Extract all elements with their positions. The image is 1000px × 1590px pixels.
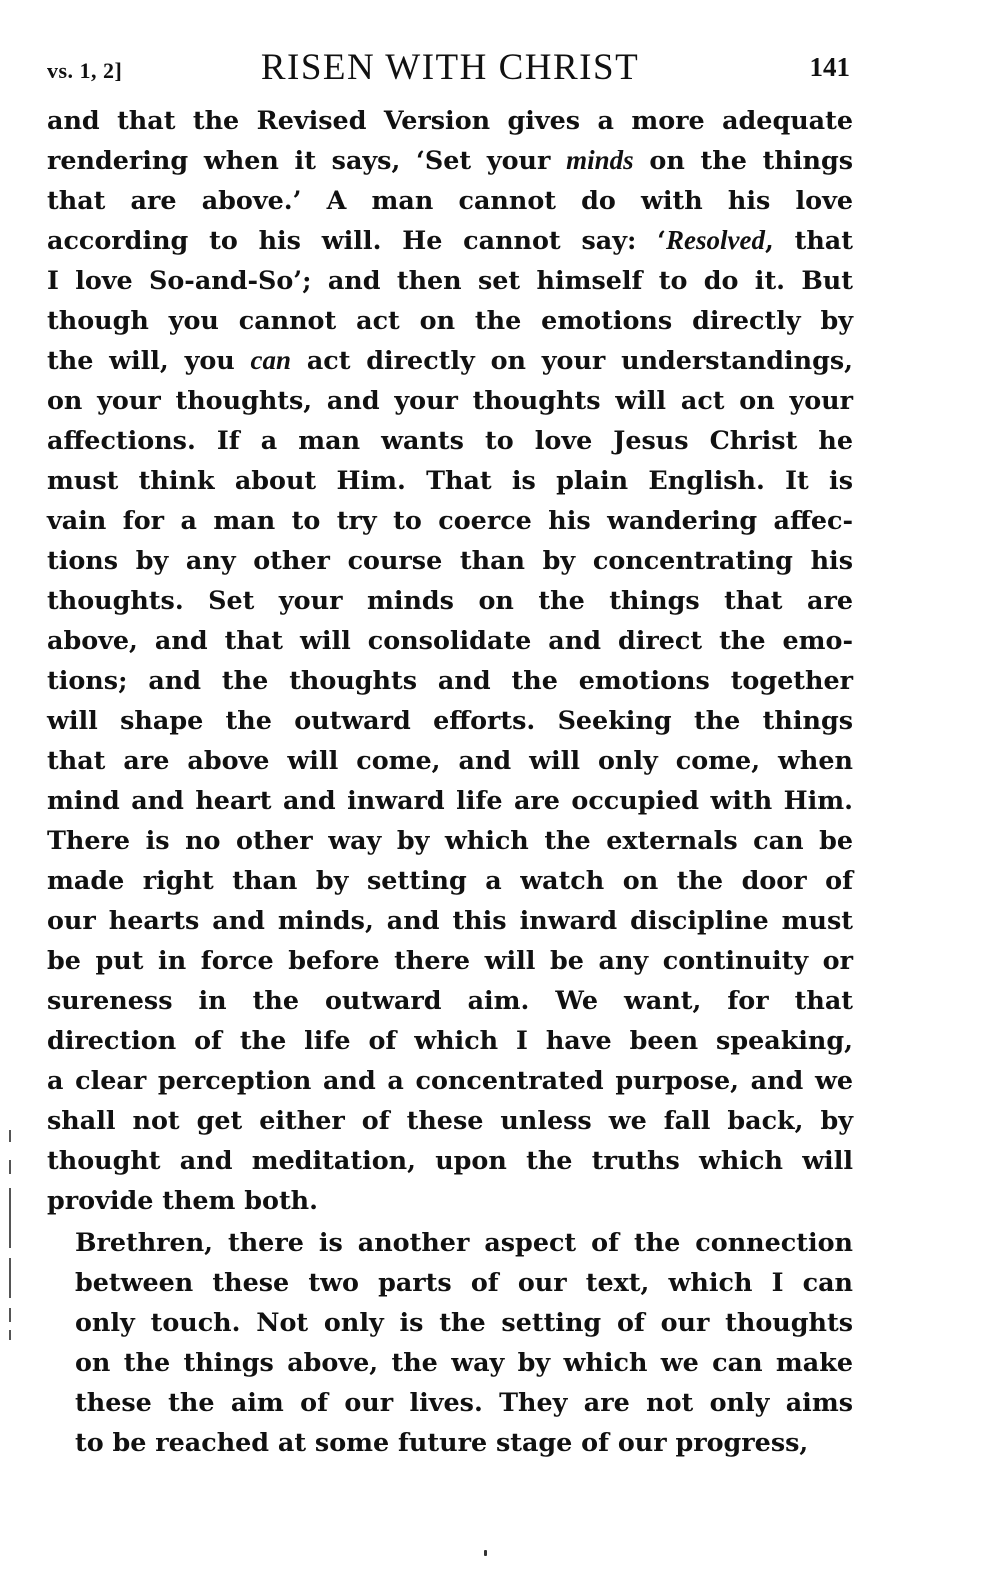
book-page — [47, 40, 853, 1462]
text-line — [47, 260, 853, 300]
text-line — [47, 580, 853, 620]
text-run: , that — [764, 225, 853, 255]
text-line — [47, 1140, 853, 1180]
text-line — [47, 1382, 853, 1422]
text-run: made right than by setting a watch on the door of — [47, 865, 853, 895]
text-run: rendering when it says, ‘Set your — [47, 145, 567, 175]
text-line — [47, 780, 853, 820]
text-run: direction of the life of which I have been speaking, — [47, 1025, 853, 1055]
text-run: on the things — [633, 145, 853, 175]
running-head — [47, 40, 853, 100]
text-line — [47, 620, 853, 660]
text-line — [47, 1020, 853, 1060]
text-line — [47, 140, 853, 180]
text-run: our hearts and minds, and this inward discipline must — [47, 905, 853, 935]
text-run: to be reached at some future stage of our progress, — [75, 1427, 809, 1457]
text-run: I love So-and-So’; and then set himself to do it. But — [47, 265, 853, 295]
text-line — [47, 1222, 853, 1262]
text-run: Brethren, there is another aspect of the connection — [75, 1227, 853, 1257]
italic-word: Resolved — [665, 225, 765, 255]
text-run: tions by any other course than by concentrating his — [47, 545, 853, 575]
text-run: thought and meditation, upon the truths which will — [47, 1145, 853, 1175]
text-run: sureness in the outward aim. We want, for that — [47, 985, 853, 1015]
text-line — [47, 1060, 853, 1100]
text-line — [47, 420, 853, 460]
text-line — [47, 940, 853, 980]
paragraph — [47, 100, 853, 1220]
text-run: tions; and the thoughts and the emotions together — [47, 665, 853, 695]
text-line — [47, 180, 853, 220]
text-line — [47, 540, 853, 580]
text-run: be put in force before there will be any continuity or — [47, 945, 853, 975]
text-run: that are above will come, and will only come, when — [47, 745, 853, 775]
text-run: these the aim of our lives. They are not only aims — [75, 1387, 853, 1417]
text-line — [47, 500, 853, 540]
text-line — [47, 740, 853, 780]
text-run: on the things above, the way by which we can make — [75, 1347, 853, 1377]
text-line — [47, 660, 853, 700]
text-line — [47, 1262, 853, 1302]
text-line — [47, 900, 853, 940]
text-line — [47, 700, 853, 740]
text-line — [47, 1302, 853, 1342]
text-run: according to his will. He cannot say: ‘ — [47, 225, 666, 255]
text-line — [47, 300, 853, 340]
text-run: between these two parts of our text, which I can — [75, 1267, 853, 1297]
text-line — [47, 860, 853, 900]
text-run: vain for a man to try to coerce his wandering affec- — [47, 505, 853, 535]
text-run: mind and heart and inward life are occupied with Him. — [47, 785, 853, 815]
paragraph — [47, 1222, 853, 1462]
text-line — [47, 980, 853, 1020]
text-line — [47, 1422, 853, 1462]
ink-speck — [484, 1550, 487, 1556]
text-run: though you cannot act on the emotions directly by — [47, 305, 853, 335]
text-run: There is no other way by which the externals can be — [47, 825, 853, 855]
text-line — [47, 1342, 853, 1382]
text-line — [47, 340, 853, 380]
text-run: the will, you — [47, 345, 251, 375]
text-run: only touch. Not only is the setting of our thoughts — [75, 1307, 853, 1337]
text-line — [47, 1180, 853, 1220]
text-run: on your thoughts, and your thoughts will act on your — [47, 385, 853, 415]
text-run: that are above.’ A man cannot do with his love — [47, 185, 853, 215]
margin-pencil-marks — [9, 1130, 13, 1340]
text-run: above, and that will consolidate and direct the emo- — [47, 625, 853, 655]
text-line — [47, 1100, 853, 1140]
text-run: and that the Revised Version gives a more adequate — [47, 105, 853, 135]
chapter-title: RISEN WITH CHRIST — [260, 47, 640, 88]
page-number: 141 — [809, 52, 850, 82]
text-run: will shape the outward efforts. Seeking the things — [47, 705, 853, 735]
text-run: thoughts. Set your minds on the things that are — [47, 585, 853, 615]
text-line — [47, 100, 853, 140]
text-line — [47, 820, 853, 860]
body-text — [47, 100, 853, 1462]
text-run: act directly on your understandings, — [291, 345, 853, 375]
italic-word: minds — [566, 145, 634, 175]
italic-word: can — [250, 345, 292, 375]
text-run: provide them both. — [47, 1185, 318, 1215]
verse-reference: vs. 1, 2] — [47, 58, 123, 83]
text-run: affections. If a man wants to love Jesus Christ he — [47, 425, 853, 455]
text-run: must think about Him. That is plain English. It is — [47, 465, 853, 495]
text-run: a clear perception and a concentrated purpose, and we — [47, 1065, 853, 1095]
text-run: shall not get either of these unless we fall back, by — [47, 1105, 853, 1135]
text-line — [47, 220, 853, 260]
text-line — [47, 380, 853, 420]
text-line — [47, 460, 853, 500]
